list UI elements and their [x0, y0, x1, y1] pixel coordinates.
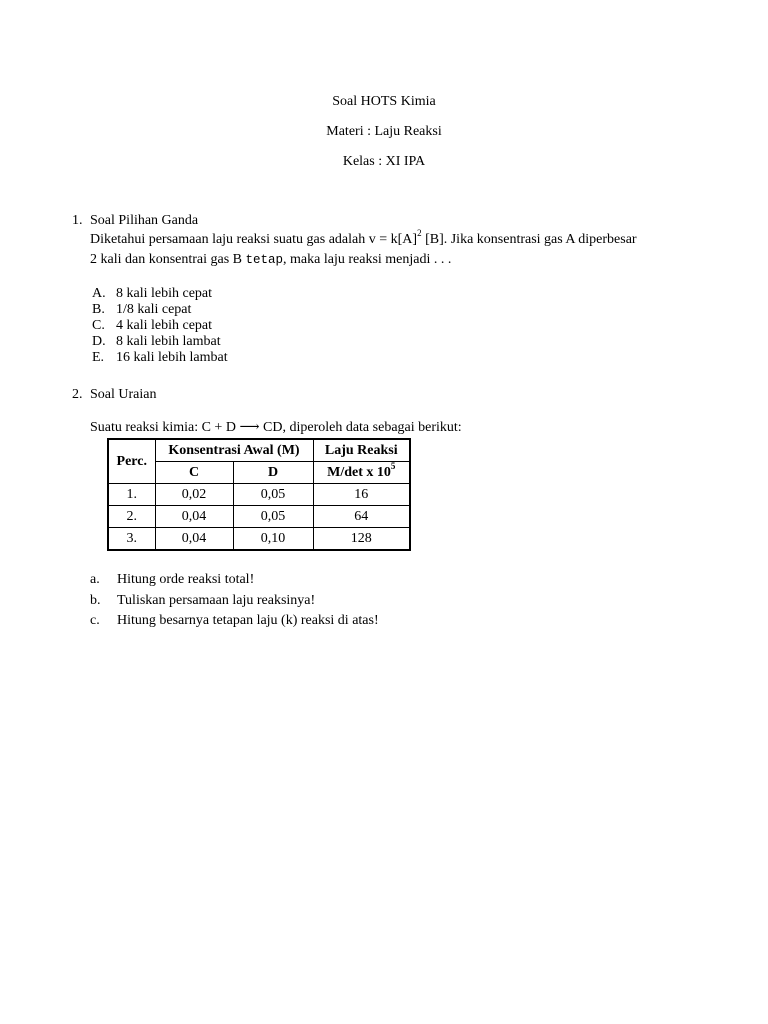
table-header-row-1: [108, 439, 410, 462]
q1-option: [92, 318, 212, 334]
document-title: Soal HOTS Kimia: [332, 94, 436, 109]
q2-subquestion: [90, 592, 315, 610]
q1-question-line-2: [90, 251, 451, 269]
header-d: D: [233, 462, 313, 484]
q1-line2-mono: tetap: [245, 253, 284, 267]
q2-intro-text-b: CD, diperoleh data sebagai berikut:: [259, 420, 462, 435]
q1-option-text: 8 kali lebih lambat: [116, 334, 221, 349]
q2-number: 2.: [72, 387, 83, 402]
cell-perc: 2.: [108, 506, 155, 528]
cell-d: 0,05: [233, 484, 313, 506]
q2-subquestion: [90, 571, 254, 589]
table-row: [108, 506, 410, 528]
q2-subquestion-text: Tuliskan persamaan laju reaksinya!: [117, 593, 316, 608]
q1-line1-superscript: 2: [417, 228, 422, 239]
q1-option-letter: D.: [92, 334, 106, 349]
q1-line2-text-b: , maka laju reaksi menjadi . . .: [283, 252, 452, 267]
materi-line: Materi : Laju Reaksi: [326, 124, 442, 139]
table-row: [108, 484, 410, 506]
q1-option-text: 16 kali lebih lambat: [116, 350, 228, 365]
q1-option: [92, 286, 212, 302]
q2-subquestion-letter: b.: [90, 593, 101, 608]
header-laju-line-2: [313, 462, 410, 484]
data-table: [107, 438, 411, 551]
q1-number: 1.: [72, 213, 83, 228]
header-laju-superscript: 5: [390, 460, 396, 471]
cell-d: 0,05: [233, 506, 313, 528]
q2-subquestion: [90, 612, 379, 630]
cell-d: 0,10: [233, 528, 313, 551]
header-laju-unit: M/det x 10: [327, 464, 391, 480]
q2-intro: [90, 418, 462, 437]
reaction-arrow-icon: ⟶: [239, 419, 260, 435]
q1-option: [92, 334, 221, 350]
q2-subquestion-letter: a.: [90, 572, 100, 587]
q1-question-line-1: [90, 228, 637, 249]
q1-option-text: 8 kali lebih cepat: [116, 286, 213, 301]
cell-laju: 64: [313, 506, 410, 528]
q1-option-text: 4 kali lebih cepat: [116, 318, 213, 333]
q1-option-letter: B.: [92, 302, 105, 317]
q1-option: [92, 350, 228, 366]
q2-subquestion-letter: c.: [90, 613, 100, 628]
table-row: [108, 528, 410, 551]
q1-option-letter: A.: [92, 286, 106, 301]
header-konsentrasi: Konsentrasi Awal (M): [155, 439, 313, 462]
table-body: [108, 484, 410, 551]
q2-intro-text-a: Suatu reaksi kimia: C + D: [90, 420, 240, 435]
q1-option: [92, 302, 191, 318]
q2-subquestion-text: Hitung besarnya tetapan laju (k) reaksi di atas!: [117, 613, 379, 628]
q1-option-letter: E.: [92, 350, 105, 365]
header-c: C: [155, 462, 233, 484]
q1-heading: Soal Pilihan Ganda: [90, 213, 199, 228]
q2-subquestion-text: Hitung orde reaksi total!: [117, 572, 255, 587]
cell-c: 0,04: [155, 528, 233, 551]
q1-option-text: 1/8 kali cepat: [116, 302, 192, 317]
q1-line2-text-a: 2 kali dan konsentrai gas B: [90, 252, 246, 267]
header-perc: Perc.: [108, 439, 155, 484]
q2-heading: Soal Uraian: [90, 387, 157, 402]
cell-laju: 16: [313, 484, 410, 506]
cell-perc: 3.: [108, 528, 155, 551]
q1-line1-text-b: [B]. Jika konsentrasi gas A diperbesar: [421, 232, 637, 247]
cell-perc: 1.: [108, 484, 155, 506]
q1-line1-text-a: Diketahui persamaan laju reaksi suatu gas adalah v = k[A]: [90, 232, 418, 247]
q1-option-letter: C.: [92, 318, 105, 333]
header-laju-line-1: Laju Reaksi: [313, 439, 410, 462]
kelas-line: Kelas : XI IPA: [342, 154, 426, 169]
cell-c: 0,04: [155, 506, 233, 528]
cell-c: 0,02: [155, 484, 233, 506]
cell-laju: 128: [313, 528, 410, 551]
